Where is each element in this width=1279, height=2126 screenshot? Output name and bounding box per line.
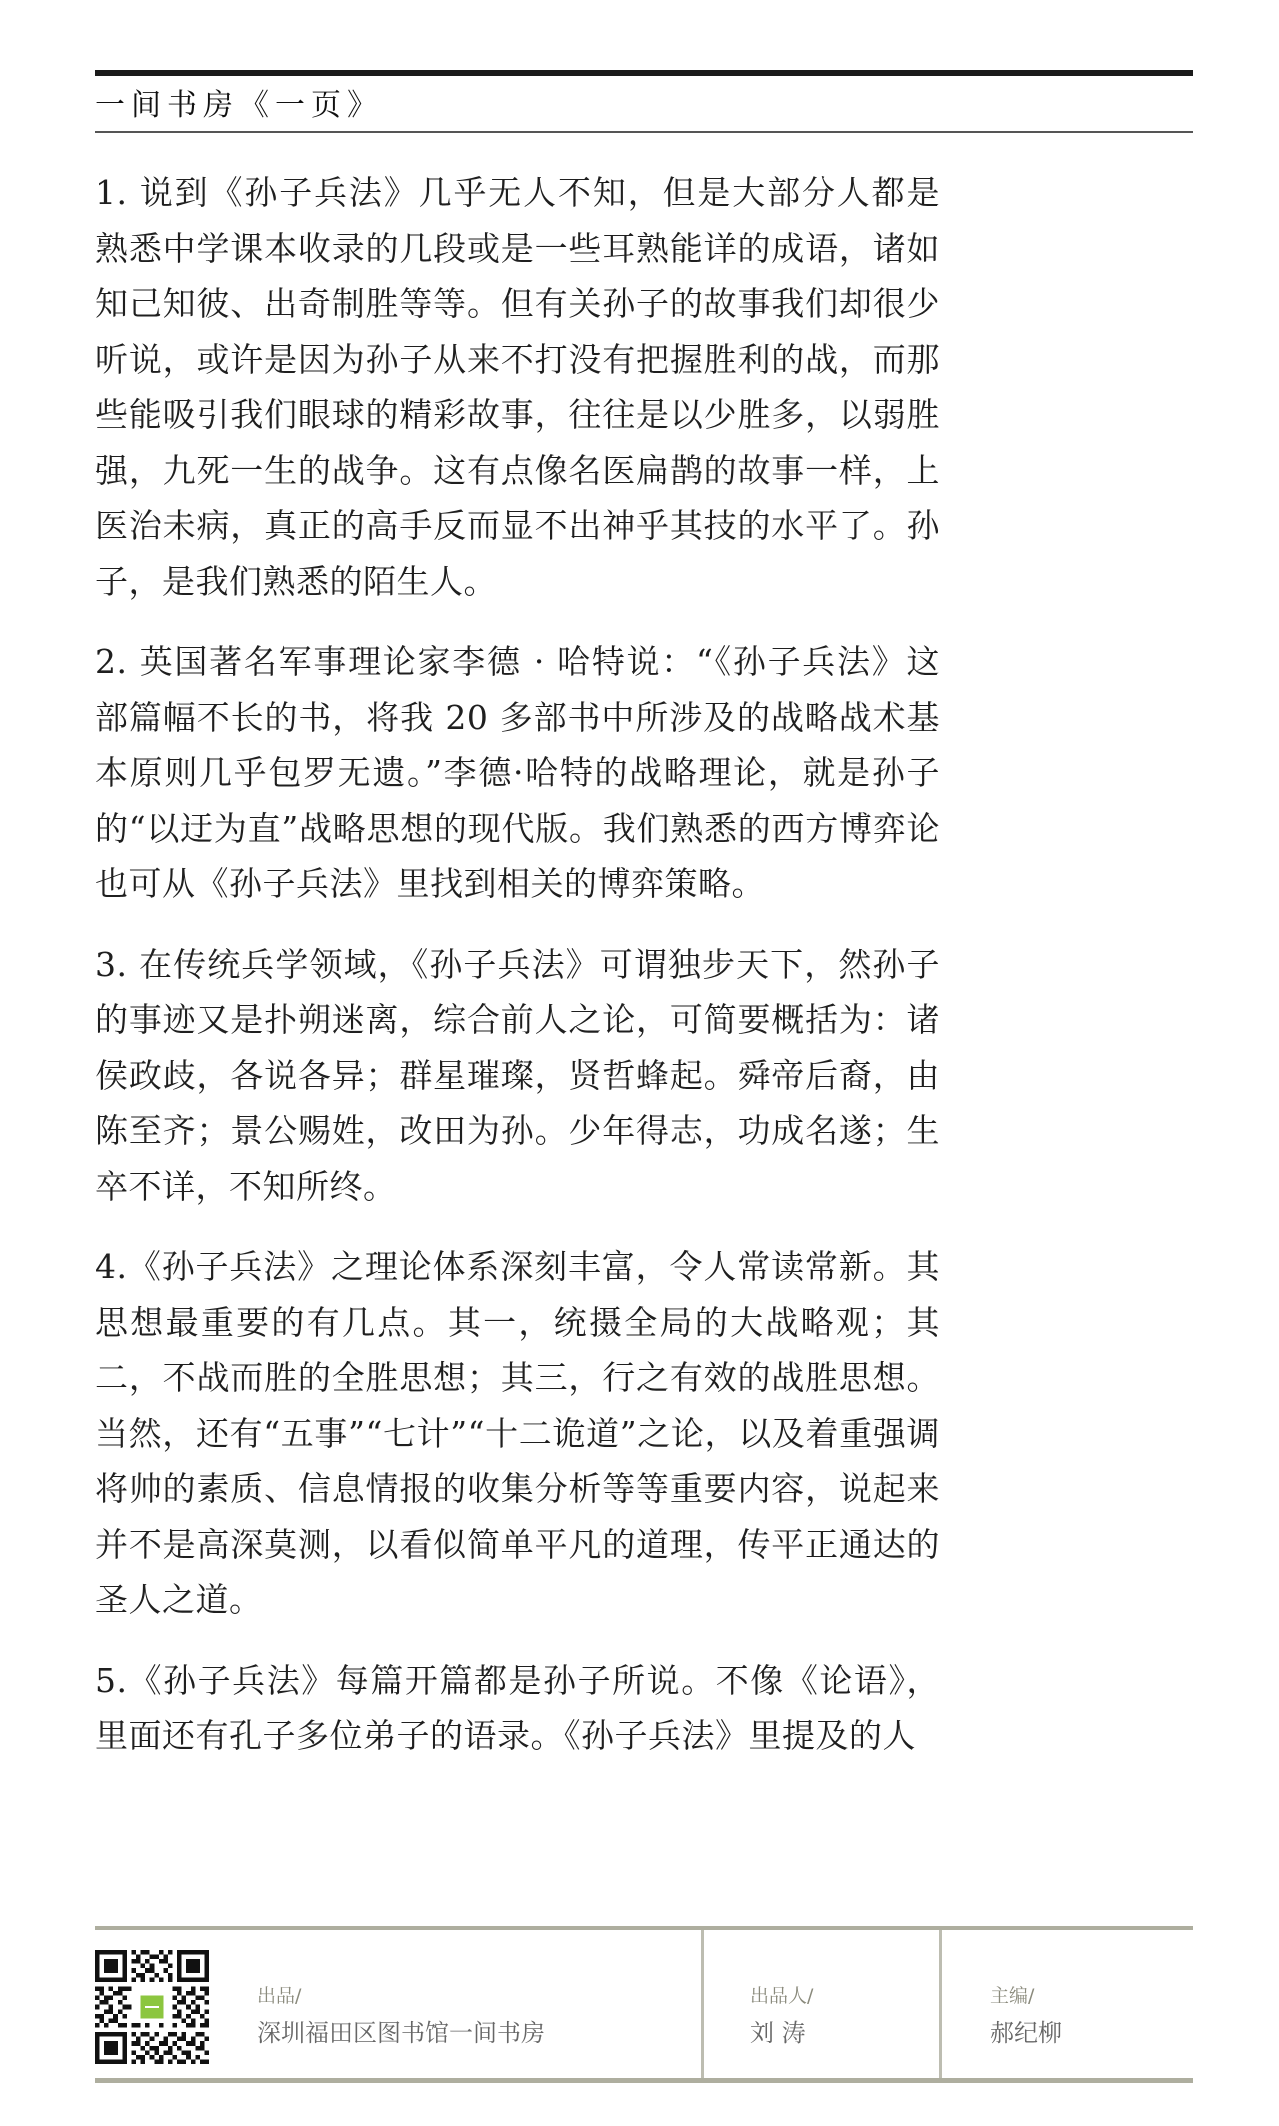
footer-divider-1 — [701, 1930, 704, 2078]
footer-bottom-rule — [95, 2078, 1193, 2083]
publisher-credit — [257, 1983, 545, 2049]
producer-credit — [750, 1983, 813, 2049]
publisher-label: 出品/ — [257, 1985, 302, 2007]
producer-value: 刘 涛 — [750, 2019, 806, 2047]
paragraph-2: 2. 英国著名军事理论家李德 · 哈特说：“《孙子兵法》这部篇幅不长的书，将我 20 多部书中所涉及的战略战术基本原则几乎包罗无遗。”李德·哈特的战略理论，就是孙子的“以迂为直”战略思想的现代版。我们熟悉的西方博弈论也可从《孙子兵法》里找到相关的博弈策略。 — [95, 642, 940, 903]
page-header-title: 一间书房《一页》 — [95, 88, 383, 123]
paragraph-5: 5.《孙子兵法》每篇开篇都是孙子所说。不像《论语》，里面还有孔子多位弟子的语录。《孙子兵法》里提及的人 — [95, 1660, 940, 1755]
header-top-rule — [95, 70, 1193, 76]
header-bottom-rule — [95, 131, 1193, 133]
paragraph-1: 1. 说到《孙子兵法》几乎无人不知，但是大部分人都是熟悉中学课本收录的几段或是一些耳熟能详的成语，诸如知己知彼、出奇制胜等等。但有关孙子的故事我们却很少听说，或许是因为孙子从来不打没有把握胜利的战，而那些能吸引我们眼球的精彩故事，往往是以少胜多，以弱胜强，九死一生的战争。这有点像名医扁鹊的故事一样，上医治未病，真正的高手反而显不出神乎其技的水平了。孙子，是我们熟悉的陌生人。 — [95, 173, 940, 601]
footer — [95, 1926, 1193, 2084]
producer-label: 出品人/ — [750, 1985, 814, 2007]
editor-credit — [990, 1983, 1062, 2049]
paragraph-4: 4.《孙子兵法》之理论体系深刻丰富，令人常读常新。其思想最重要的有几点。其一，统摄全局的大战略观；其二，不战而胜的全胜思想；其三，行之有效的战胜思想。当然，还有“五事”“七计”“十二诡道”之论，以及着重强调将帅的素质、信息情报的收集分析等等重要内容，说起来并不是高深莫测，以看似简单平凡的道理，传平正通达的圣人之道。 — [95, 1247, 940, 1619]
footer-top-rule — [95, 1926, 1193, 1930]
article-body — [95, 165, 940, 1789]
footer-divider-2 — [939, 1930, 942, 2078]
editor-value: 郝纪柳 — [990, 2019, 1062, 2047]
qr-code-icon — [95, 1950, 209, 2064]
publisher-value: 深圳福田区图书馆一间书房 — [257, 2019, 545, 2047]
editor-label: 主编/ — [990, 1985, 1035, 2007]
paragraph-3: 3. 在传统兵学领域，《孙子兵法》可谓独步天下，然孙子的事迹又是扑朔迷离，综合前人之论，可简要概括为：诸侯政歧，各说各异；群星璀璨，贤哲蜂起。舜帝后裔，由陈至齐；景公赐姓，改田为孙。少年得志，功成名遂；生卒不详，不知所终。 — [95, 944, 940, 1206]
